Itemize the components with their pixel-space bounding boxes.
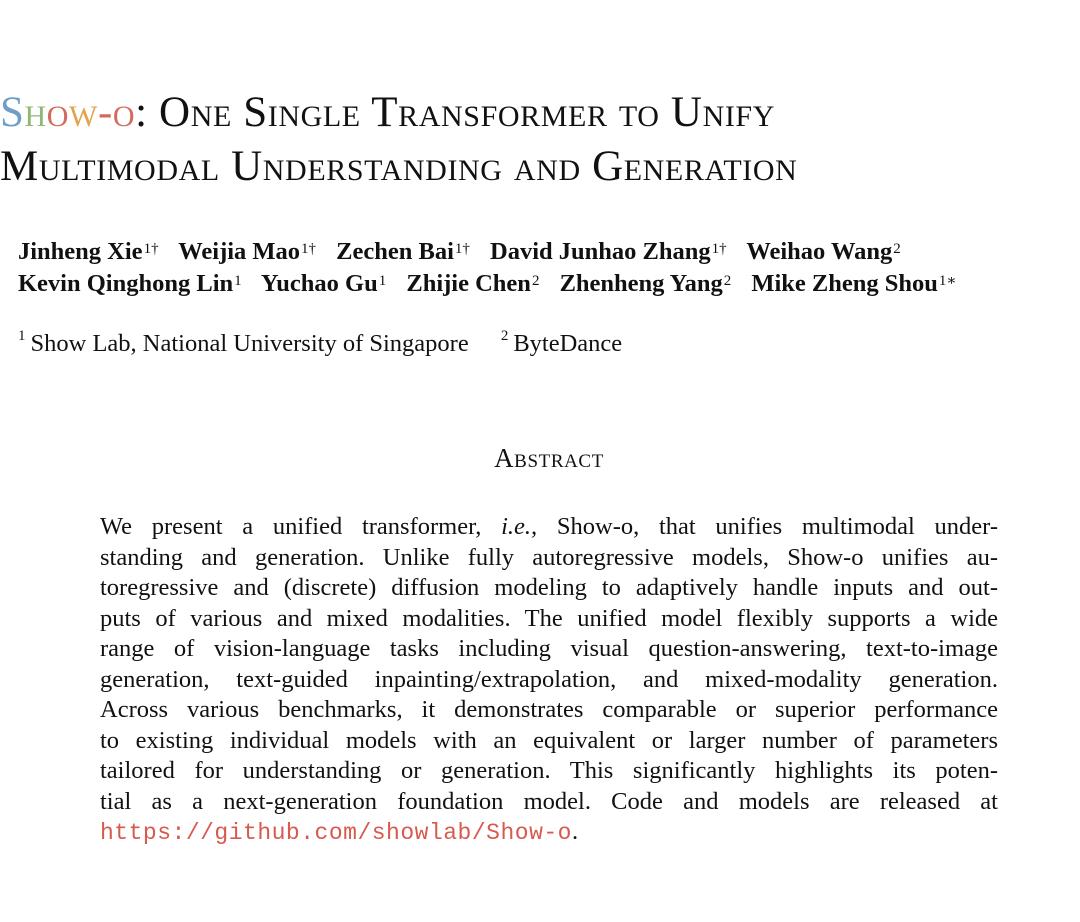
affiliation-mark: 1: [18, 328, 26, 344]
title-line-1: [0, 86, 1080, 140]
abstract-text: Show-o, that unifies multimodal under-: [537, 513, 998, 540]
author-name: Jinheng Xie: [18, 238, 143, 265]
author: [336, 238, 470, 265]
author-row-1: [18, 236, 1068, 268]
paper-title: [0, 86, 1080, 194]
author-affiliation-mark: 2: [531, 273, 540, 289]
author-name: Weihao Wang: [746, 238, 893, 265]
author-list: [18, 236, 1068, 300]
author: [560, 270, 732, 297]
affiliation-list: [18, 330, 648, 358]
author-name: Zechen Bai: [336, 238, 454, 265]
abstract-line: to existing individual models with an equivalent or larger number of parameters: [100, 726, 998, 754]
author-affiliation-mark: 1: [378, 273, 387, 289]
abstract-line: toregressive and (discrete) diffusion modeling to adaptively handle inputs and out-: [100, 574, 998, 601]
affiliation-name: ByteDance: [513, 330, 623, 357]
author-row-2: [18, 268, 1068, 300]
author: [18, 238, 159, 265]
abstract-line: Across various benchmarks, it demonstrates comparable or superior performance: [100, 696, 998, 723]
abstract-line: generation, text-guided inpainting/extrapolation, and mixed-modality generation.: [100, 665, 998, 693]
abstract-line: [100, 512, 998, 543]
author-name: Mike Zheng Shou: [751, 270, 938, 297]
author: [261, 270, 386, 297]
author: [178, 238, 316, 265]
affiliation-mark: 2: [500, 328, 509, 344]
title-line-1-rest: : One Single Transformer to Unify: [135, 89, 775, 136]
affiliation: [18, 330, 469, 357]
author-affiliation-mark: 1∗: [938, 273, 957, 289]
abstract-line: puts of various and mixed modalities. The unified model flexibly supports a wide: [100, 604, 998, 632]
github-link[interactable]: https://github.com/showlab/Show-o: [100, 820, 572, 846]
abstract-heading: Abstract: [494, 443, 604, 473]
title-line-2: Multimodal Understanding and Generation: [0, 143, 798, 190]
author: [490, 238, 727, 265]
author-name: Kevin Qinghong Lin: [18, 270, 234, 297]
abstract-text: .: [571, 818, 579, 845]
abstract-emphasis: i.e.,: [501, 513, 538, 540]
author-affiliation-mark: 1†: [711, 241, 727, 257]
author-name: Zhijie Chen: [406, 270, 531, 297]
author: [406, 270, 539, 297]
abstract-line: tial as a next-generation foundation model. Code and models are released at: [100, 787, 998, 815]
abstract-line: [100, 817, 998, 848]
author: [18, 270, 242, 297]
title-brand-letter: S: [0, 89, 25, 136]
abstract-line: tailored for understanding or generation. This significantly highlights its poten-: [100, 757, 998, 784]
author-affiliation-mark: 1†: [143, 241, 159, 257]
title-brand-letter: -o: [97, 89, 136, 136]
author: [751, 270, 956, 297]
title-brand-letter: o: [46, 89, 70, 136]
author-affiliation-mark: 2: [723, 273, 732, 289]
author-name: David Junhao Zhang: [490, 238, 711, 265]
title-brand-letter: w: [69, 89, 98, 136]
abstract-body: [100, 512, 998, 848]
abstract-line: standing and generation. Unlike fully autoregressive models, Show-o unifies au-: [100, 543, 998, 571]
author-name: Zhenheng Yang: [559, 270, 723, 297]
author-name: Weijia Mao: [178, 238, 301, 265]
abstract-text: We present a unified transformer,: [100, 513, 502, 540]
abstract-line: range of vision-language tasks including visual question-answering, text-to-image: [100, 635, 998, 662]
author-name: Yuchao Gu: [260, 270, 378, 297]
affiliation-name: Show Lab, National University of Singapore: [30, 330, 469, 357]
author-affiliation-mark: 2: [893, 241, 901, 257]
author-affiliation-mark: 1: [234, 273, 242, 289]
affiliation: [501, 330, 622, 357]
author: [746, 238, 900, 265]
author-affiliation-mark: 1†: [301, 241, 317, 257]
title-brand-letter: h: [24, 89, 47, 136]
author-affiliation-mark: 1†: [454, 241, 470, 257]
